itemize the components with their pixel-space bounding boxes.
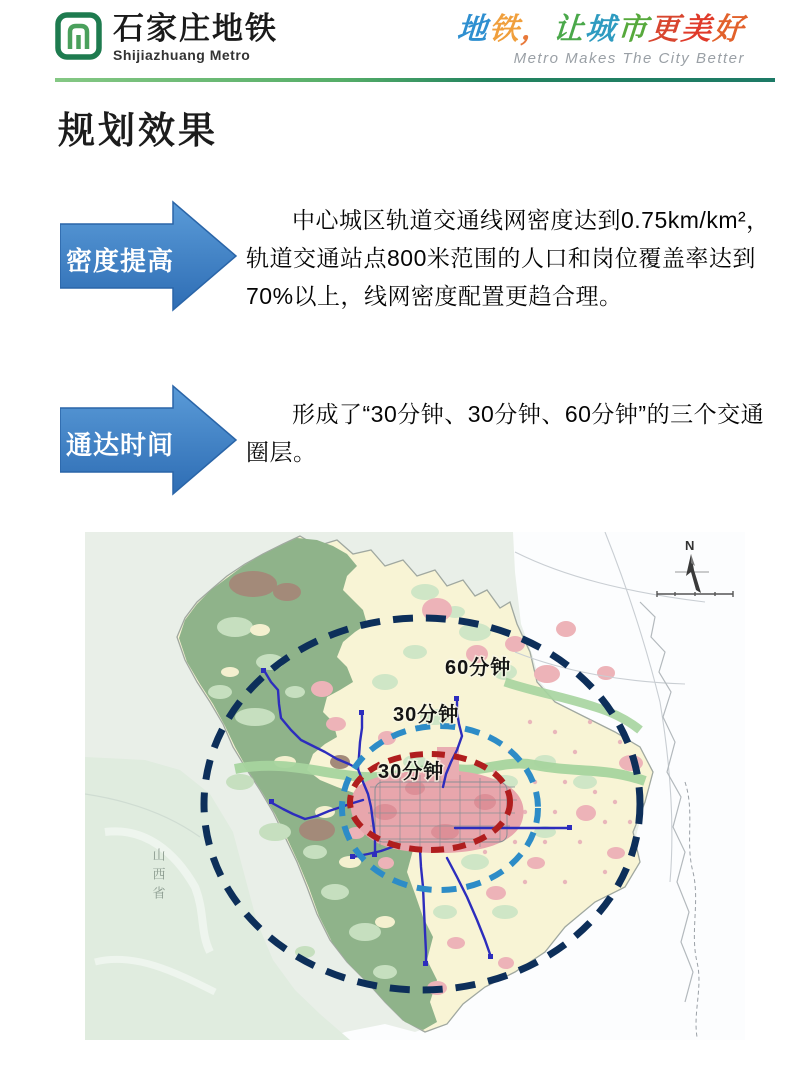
density-arrow-label: 密度提高 [66, 246, 175, 276]
metro-logo [55, 11, 102, 61]
slogan-cn: 地铁，让城市更美好 [455, 13, 747, 46]
header-divider [55, 78, 775, 82]
planning-map-image [85, 532, 745, 1040]
travel-time-arrow-label: 通达时间 [66, 430, 175, 460]
brand-block [113, 12, 278, 63]
ring-label-30min-outer: 30分钟 [393, 704, 460, 726]
page-title: 规划效果 [58, 110, 218, 151]
brand-name-cn: 石家庄地铁 [113, 11, 278, 46]
shanxi-province-label: 山西省 [150, 848, 166, 905]
travel-time-text: 形成了“30分钟、30分钟、60分钟”的三个交通圈层。 [246, 401, 765, 465]
density-arrow [60, 200, 238, 312]
travel-time-arrow [60, 384, 238, 496]
metro-logo-icon [55, 11, 102, 61]
planning-map [85, 532, 745, 1040]
ring-label-60min: 60分钟 [445, 657, 512, 679]
density-text: 中心城区轨道交通线网密度达到0.75km/km²，轨道交通站点800米范围的人口和岗位覆盖率达到70%以上，线网密度配置更趋合理。 [246, 207, 770, 309]
slogan-en: Metro Makes The City Better [513, 50, 745, 67]
slogan-block [457, 12, 745, 67]
brand-name-en: Shijiazhuang Metro [113, 47, 251, 63]
compass-n-label: N [685, 538, 695, 553]
ring-label-30min-inner: 30分钟 [378, 761, 445, 783]
